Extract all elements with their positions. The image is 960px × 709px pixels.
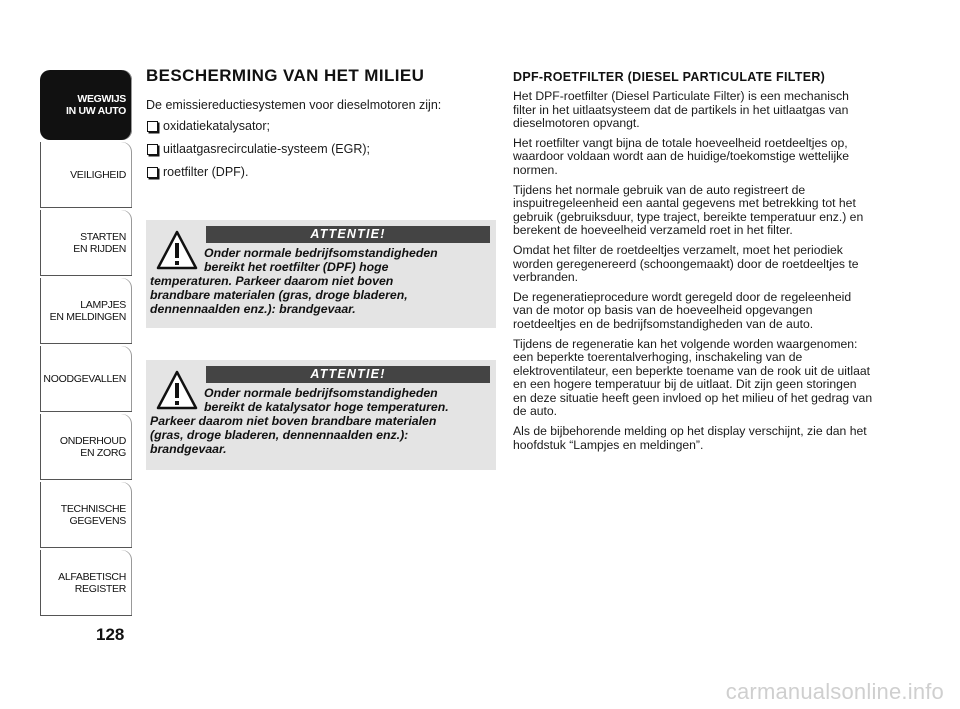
- warning-line: Onder normale bedrijfsomstandigheden: [204, 386, 438, 400]
- checkbox-bullet-icon: [147, 144, 158, 155]
- checkbox-bullet-icon: [147, 121, 158, 132]
- warning-triangle-icon: [156, 230, 198, 270]
- warning-text: [150, 386, 490, 456]
- warning-line: bereikt de katalysator hoge temperaturen.: [204, 400, 449, 414]
- warning-line: (gras, droge bladeren, dennennaalden enz.):: [150, 428, 409, 442]
- paragraph: Tijdens het normale gebruik van de auto registreert de inspuitregeleenheid een aantal gegevens met betrekking tot het gebruik (gebruiksduur, type traject, bereikte temperatuur enz.) en berekent de hoeveelheid verzameld roet in het filter.: [513, 182, 864, 238]
- tab-label-line: REGISTER: [74, 582, 126, 595]
- list-item: [146, 142, 498, 157]
- tab-label-line: IN UW AUTO: [66, 105, 126, 117]
- tab-label-line: EN RIJDEN: [73, 242, 126, 255]
- warning-line: Parkeer daarom niet boven brandbare materialen: [150, 414, 437, 428]
- warning-line: bereikt het roetfilter (DPF) hoge: [204, 260, 389, 274]
- paragraph: De regeneratieprocedure wordt geregeld door de regeleenheid van de motor op basis van de hoeveelheid opgevangen roetdeeltjes en de bedrijfsomstandigheden van de auto.: [513, 289, 852, 331]
- intro-text: De emissiereductiesystemen voor dieselmotoren zijn:: [146, 98, 442, 112]
- tab-onderhoud-en-zorg[interactable]: [40, 414, 132, 480]
- tab-label-line: ALFABETISCH: [58, 570, 126, 583]
- warning-text: [150, 246, 490, 316]
- tab-label-line: STARTEN: [80, 230, 126, 243]
- list-item: [146, 119, 498, 134]
- warning-line: brandgevaar.: [150, 442, 227, 456]
- list-item-text: uitlaatgasrecirculatie-systeem (EGR);: [163, 142, 371, 156]
- paragraph: Het roetfilter vangt bijna de totale hoeveelheid roetdeeltjes op, waardoor voldaan wordt aan de huidige/toekomstige wettelijke normen.: [513, 135, 850, 177]
- subsection-title: DPF-ROETFILTER (DIESEL PARTICULATE FILTER): [513, 70, 826, 84]
- paragraph: Tijdens de regeneratie kan het volgende worden waargenomen: een beperkte toerentalverhoging, inschakeling van de elektroventilateur, een beperkte toename van de rook uit de uitlaat en een hogere temperatuur bij de uitlaat. Dit zijn geen storingen en deze situatie heeft geen invloed op het milieu of het gedrag van de auto.: [513, 336, 873, 419]
- warning-line: brandbare materialen (gras, droge bladeren,: [150, 288, 408, 302]
- tab-label-line: ONDERHOUD: [59, 434, 126, 447]
- left-column: [146, 66, 498, 188]
- tab-label-line: EN MELDINGEN: [49, 310, 126, 323]
- tab-noodgevallen[interactable]: [40, 346, 132, 412]
- tab-wegwijs[interactable]: [40, 70, 132, 140]
- list-item-text: oxidatiekatalysator;: [163, 119, 271, 133]
- tab-label-line: EN ZORG: [80, 446, 126, 459]
- paragraph: Als de bijbehorende melding op het display verschijnt, zie dan het hoofdstuk “Lampjes en meldingen”.: [513, 424, 867, 452]
- tab-lampjes-en-meldingen[interactable]: [40, 278, 132, 344]
- warning-line: temperaturen. Parkeer daarom niet boven: [150, 274, 394, 288]
- page-number: 128: [96, 625, 125, 644]
- tab-starten-en-rijden[interactable]: [40, 210, 132, 276]
- paragraph: Het DPF-roetfilter (Diesel Particulate Filter) is een mechanisch filter in het uitlaatsysteem dat de partikels in het uitlaatgas van dieselmotoren opvangt.: [513, 89, 849, 131]
- tab-technische-gegevens[interactable]: [40, 482, 132, 548]
- warning-box: [146, 360, 496, 470]
- list-item: [146, 165, 498, 180]
- warning-line: Onder normale bedrijfsomstandigheden: [204, 246, 438, 260]
- warning-box: [146, 220, 496, 328]
- tab-label-line: WEGWIJS: [77, 93, 126, 105]
- tab-label-line: LAMPJES: [80, 298, 126, 311]
- tab-label-line: GEGEVENS: [69, 514, 126, 527]
- tab-veiligheid[interactable]: [40, 142, 132, 208]
- warning-heading: ATTENTIE!: [206, 226, 490, 243]
- right-column: [513, 70, 873, 458]
- warning-line: dennennaalden enz.): brandgevaar.: [150, 302, 356, 316]
- paragraph: Omdat het filter de roetdeeltjes verzamelt, moet het periodiek worden geregenereerd (schoongemaakt) door de roetdeeltjes te verbranden.: [513, 242, 859, 285]
- warning-triangle-icon: [156, 370, 198, 410]
- section-title: BESCHERMING VAN HET MILIEU: [146, 66, 425, 85]
- watermark-text: carmanualsonline.info: [725, 679, 944, 704]
- list-item-text: roetfilter (DPF).: [163, 165, 249, 179]
- tab-label-line: NOODGEVALLEN: [43, 372, 126, 385]
- tab-label-line: VEILIGHEID: [70, 168, 126, 181]
- warning-heading: ATTENTIE!: [206, 366, 490, 383]
- tab-label-line: TECHNISCHE: [60, 502, 126, 515]
- tab-alfabetisch-register[interactable]: [40, 550, 132, 616]
- bullet-list: [146, 119, 498, 180]
- checkbox-bullet-icon: [147, 167, 158, 178]
